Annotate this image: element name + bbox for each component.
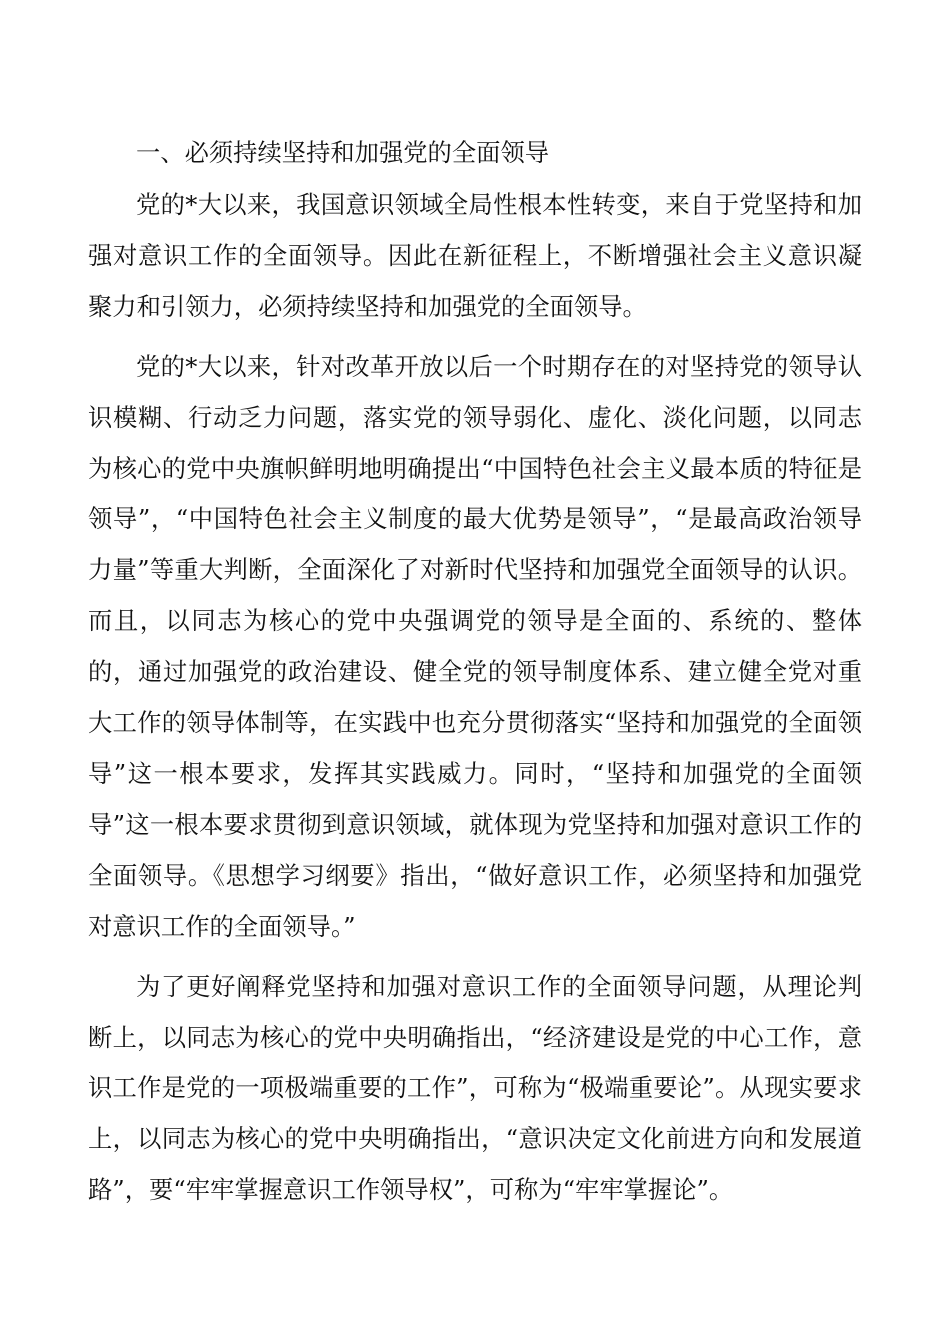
document-page xyxy=(88,128,862,1216)
paragraph-1: 党的*大以来，我国意识领域全局性根本性转变，来自于党坚持和加强对意识工作的全面领导。因此在新征程上，不断增强社会主义意识凝聚力和引领力，必须持续坚持和加强党的全面领导。 xyxy=(88,190,862,321)
section-heading: 一、必须持续坚持和加强党的全面领导 xyxy=(136,138,550,167)
paragraph-3: 为了更好阐释党坚持和加强对意识工作的全面领导问题，从理论判断上，以同志为核心的党中央明确指出，“经济建设是党的中心工作，意识工作是党的一项极端重要的工作”，可称为“极端重要论”。从现实要求上，以同志为核心的党中央明确指出，“意识决定文化前进方向和发展道路”，要“牢牢掌握意识工作领导权”，可称为“牢牢掌握论”。 xyxy=(88,971,862,1205)
paragraph-2: 党的*大以来，针对改革开放以后一个时期存在的对坚持党的领导认识模糊、行动乏力问题，落实党的领导弱化、虚化、淡化问题，以同志为核心的党中央旗帜鲜明地明确提出“中国特色社会主义最本质的特征是领导”，“中国特色社会主义制度的最大优势是领导”，“是最高政治领导力量”等重大判断，全面深化了对新时代坚持和加强党全面领导的认识。而且，以同志为核心的党中央强调党的领导是全面的、系统的、整体的，通过加强党的政治建设、健全党的领导制度体系、建立健全党对重大工作的领导体制等，在实践中也充分贯彻落实“坚持和加强党的全面领导”这一根本要求，发挥其实践威力。同时，“坚持和加强党的全面领导”这一根本要求贯彻到意识领域，就体现为党坚持和加强对意识工作的全面领导。《思想学习纲要》指出，“做好意识工作，必须坚持和加强党对意识工作的全面领导。” xyxy=(88,351,862,941)
